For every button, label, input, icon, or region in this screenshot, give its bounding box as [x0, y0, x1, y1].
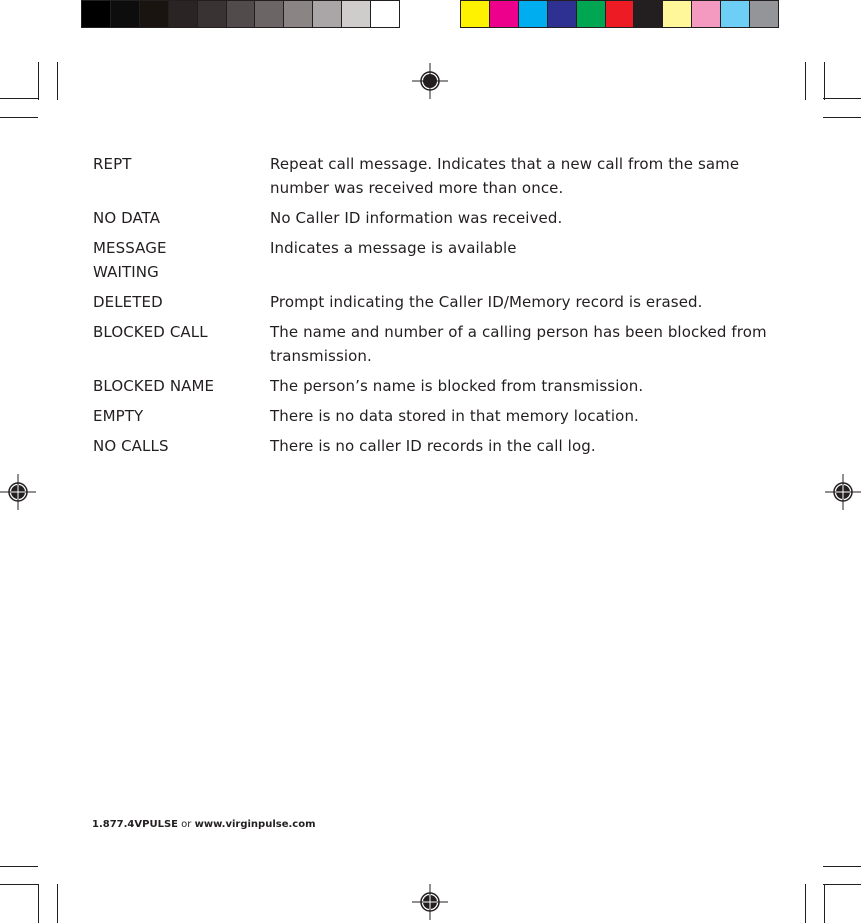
term: BLOCKED NAME — [93, 377, 215, 395]
color-swatch — [721, 1, 750, 27]
color-swatch — [227, 1, 256, 27]
term: NO CALLS — [93, 437, 169, 455]
term: DELETED — [93, 293, 163, 311]
crop-mark — [805, 62, 806, 100]
definition-row — [93, 374, 783, 398]
gray-color-bar — [81, 0, 400, 28]
crop-mark — [57, 884, 58, 923]
description: The name and number of a calling person has been blocked from transmission. — [270, 323, 767, 365]
registration-mark-icon — [0, 474, 36, 510]
color-swatch — [606, 1, 635, 27]
color-swatch — [634, 1, 663, 27]
footer-phone: 1.877.4VPULSE — [92, 819, 178, 830]
color-swatch — [140, 1, 169, 27]
registration-mark-icon — [825, 474, 861, 510]
crop-mark — [38, 62, 39, 100]
color-swatch — [342, 1, 371, 27]
color-swatch — [519, 1, 548, 27]
definition-row — [93, 434, 783, 458]
term: NO DATA — [93, 209, 161, 227]
crop-mark — [823, 117, 861, 118]
crop-mark — [0, 117, 38, 118]
color-swatch — [750, 1, 778, 27]
description: Prompt indicating the Caller ID/Memory record is erased. — [270, 293, 703, 311]
description: Indicates a message is available — [270, 239, 517, 257]
color-swatch — [82, 1, 111, 27]
color-swatch — [111, 1, 140, 27]
registration-mark-icon — [412, 63, 448, 99]
color-swatch — [548, 1, 577, 27]
crop-mark — [823, 866, 861, 867]
description: Repeat call message. Indicates that a new call from the same number was received more than once. — [270, 155, 740, 197]
definition-row — [93, 404, 783, 428]
crop-mark — [824, 62, 825, 100]
definition-row — [93, 290, 783, 314]
term: REPT — [93, 155, 132, 173]
display-messages-table — [93, 152, 783, 464]
term: BLOCKED CALL — [93, 323, 208, 341]
crop-mark — [805, 884, 806, 923]
crop-mark — [823, 884, 861, 885]
color-swatch — [692, 1, 721, 27]
footer-or: or — [181, 819, 192, 830]
color-swatch — [313, 1, 342, 27]
crop-mark — [823, 98, 861, 99]
footer-url[interactable]: www.virginpulse.com — [194, 819, 316, 830]
color-swatch — [198, 1, 227, 27]
color-swatch — [371, 1, 399, 27]
description: There is no data stored in that memory location. — [270, 407, 639, 425]
crop-mark — [0, 98, 38, 99]
color-swatch — [255, 1, 284, 27]
description: There is no caller ID records in the call log. — [270, 437, 596, 455]
definition-row — [93, 206, 783, 230]
crop-mark — [38, 884, 39, 923]
crop-mark — [57, 62, 58, 100]
crop-mark — [0, 866, 38, 867]
color-swatch — [461, 1, 490, 27]
term: MESSAGE WAITING — [93, 239, 167, 281]
process-color-bar — [460, 0, 779, 28]
color-swatch — [490, 1, 519, 27]
crop-mark — [824, 884, 825, 923]
registration-mark-icon — [412, 884, 448, 920]
definition-row — [93, 152, 783, 200]
term: EMPTY — [93, 407, 144, 425]
color-swatch — [284, 1, 313, 27]
color-swatch — [577, 1, 606, 27]
description: The person’s name is blocked from transmission. — [270, 377, 644, 395]
definition-row — [93, 320, 783, 368]
description: No Caller ID information was received. — [270, 209, 563, 227]
color-swatch — [663, 1, 692, 27]
definition-row — [93, 236, 783, 284]
crop-mark — [0, 884, 38, 885]
page-footer — [92, 819, 316, 830]
color-swatch — [169, 1, 198, 27]
